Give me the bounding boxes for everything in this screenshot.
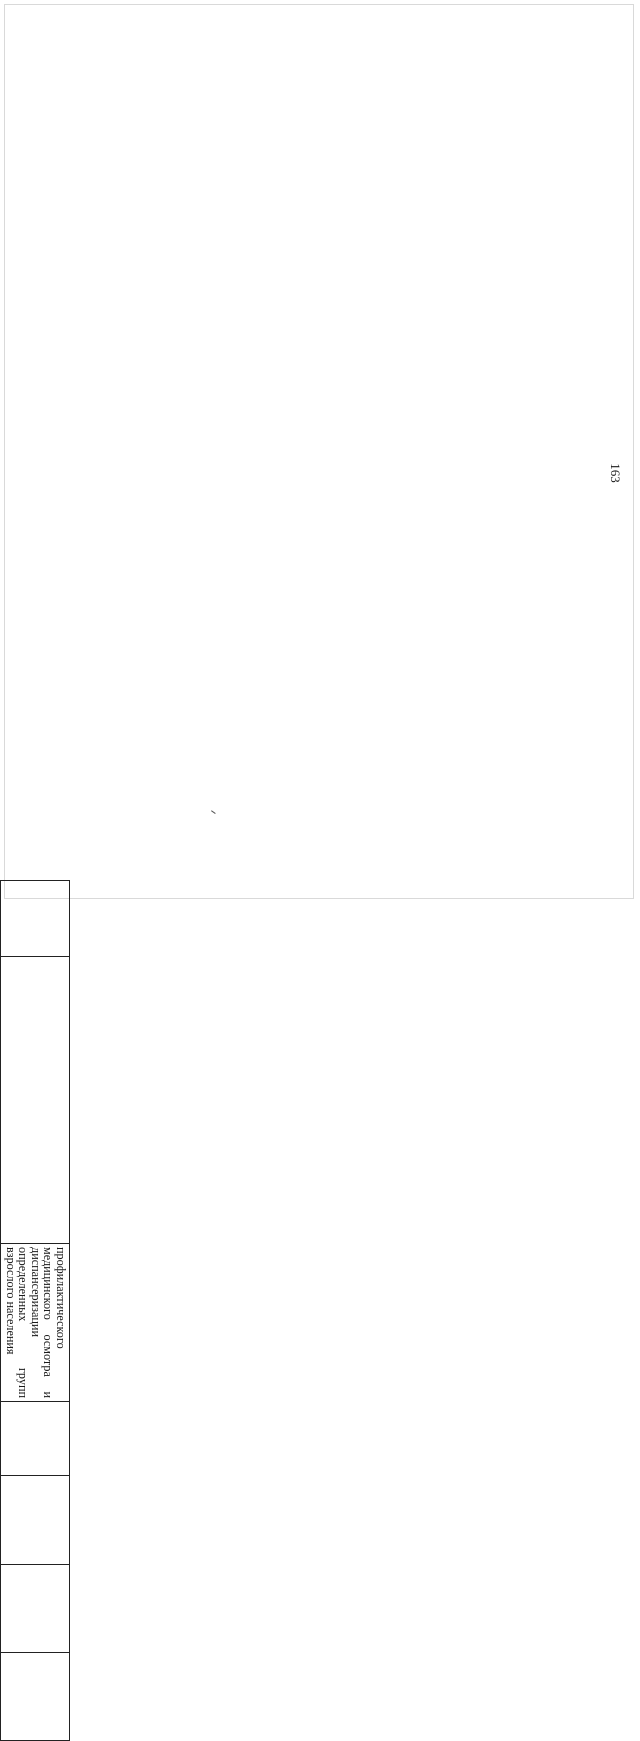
table-row	[1, 881, 70, 1741]
row-number	[0, 881, 1, 957]
answer-cell	[0, 1402, 1, 1476]
page-border	[4, 4, 634, 899]
answer-cell	[1, 1402, 70, 1476]
table-row	[0, 881, 1, 1741]
question-cell	[0, 957, 1, 1244]
answer-cell	[1, 1653, 70, 1741]
answer-cell	[0, 1565, 1, 1653]
checklist-table	[0, 880, 70, 1741]
reference-cell	[0, 1244, 1, 1402]
answer-cell	[1, 1565, 70, 1653]
rotated-page-content	[0, 880, 70, 1740]
answer-cell	[0, 1653, 1, 1741]
reference-cell: профилактического медицинского осмотра и диспансеризации определенных групп взрослого населения	[1, 1244, 70, 1402]
page-number: 163	[608, 463, 623, 483]
answer-cell	[1, 1476, 70, 1565]
row-number	[1, 881, 70, 957]
question-cell	[1, 957, 70, 1244]
answer-cell	[0, 1476, 1, 1565]
